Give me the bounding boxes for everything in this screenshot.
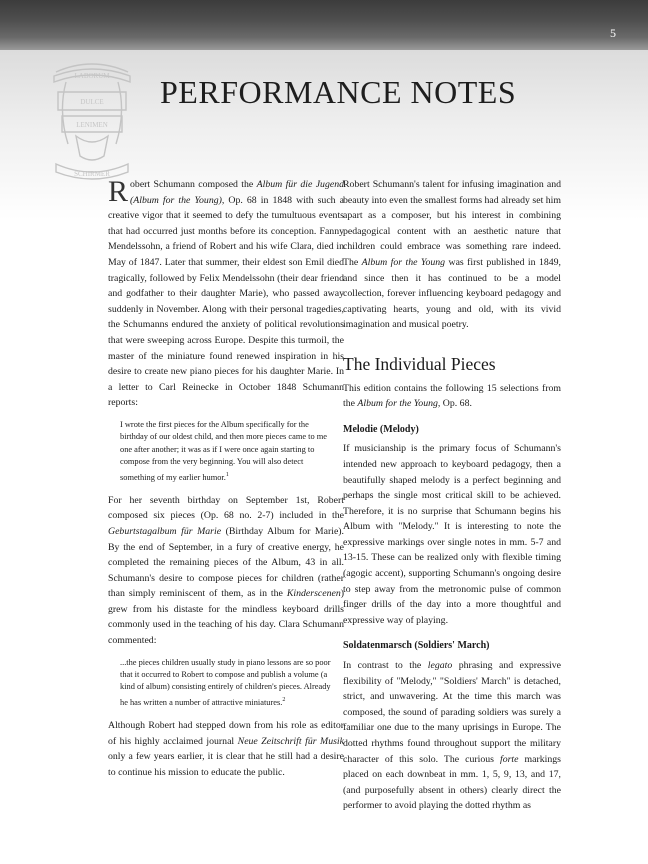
subheading-soldatenmarsch: Soldatenmarsch (Soldiers' March) [343,640,490,652]
paragraph-soldatenmarsch: In contrast to the legato phrasing and expressive flexibility of "Melody," "Soldiers' March" is detached, strict, and unwavering. At the time this march was composed, the sound of parading soldiers was surely a familiar one due to the many uprisings in Europe. The dotted rhythms found throughout support the military character of this solo. The curious forte markings placed on each downbeat in mm. 1, 5, 9, 13, and 17, (and purposefully absent in others) clearly direct the performer to avoid playing the dotted rhythm as [343,660,561,812]
crest-motto-mid1: DULCE [80,98,104,106]
left-column [108,177,344,788]
crest-motto-bottom: SCHIRMER [74,170,110,178]
drop-cap: R [108,175,129,208]
paragraph-melodie: If musicianship is the primary focus of Schumann's intended new approach to keyboard pedagogy, then a beautifully shaped melody is a perfect beginning and perhaps the single most critical skill to be achieved. Therefore, it is no surprise that Schumann begins his Album with "Melody." It is interesting to note the expressive markings over single notes in mm. 5-7 and 13-15. These can be realized only with flexible timing (agogic accent), supporting Schumann's ongoing desire to step away from the metronomic pulse of common finger drills of the day into a more thoughtful and expressive way of playing. [343,443,561,626]
crest-motto-mid2: LENIMEN [76,121,108,129]
paragraph-talent: Robert Schumann's talent for infusing imagination and beauty into even the smallest forms had already set him apart as a composer, but his interest in combining pedagogical content with an aesthetic nature that children could embrace was something rare indeed. The Album for the Young was first published in 1849, and since then it has continued to be a model collection, forever influencing keyboard pedagogy and captivating hearts, young and old, with its vivid imagination and musical poetry. [343,179,561,331]
paragraph-birthday: For her seventh birthday on September 1st, Robert composed six pieces (Op. 68 no. 2-7) included in the Geburtstagalbum für Marie (Birthday Album for Marie). By the end of September, in a fury of creative energy, he completed the remaining pieces of the Album, 43 in all. Schumann's desire to compose pieces for children (rather than simply reminiscent of them, as in the Kinderscenen) grew from his distaste for the mindless keyboard drills commonly used in the teaching of his day. Clara Schumann commented: [108,494,345,647]
page-number: 5 [610,26,616,40]
quote-schumann: I wrote the first pieces for the Album specifically for the birthday of our oldest child, and then more pieces came to me one after another; it was as if I were once again starting to compose from the very beginning. You will also detect something of my earlier humor.$^1$ [120,419,327,482]
right-column [343,177,561,822]
paragraph-editor: Although Robert had stepped down from his role as editor of his highly acclaimed journal Neue Zeitschrift für Musik only a few years earlier, it is clear that he still had a desire to continue his mission to educate the public. [108,720,344,778]
publisher-crest-icon [46,52,138,192]
crest-motto-top: LABORUM [74,72,110,80]
subheading-melodie: Melodie (Melody) [343,423,419,435]
quote-clara: ...the pieces children usually study in piano lessons are so poor that it occurred to Robert to compose and publish a volume (a kind of album) consisting entirely of children's pieces. Already he has written a number of attractive miniatures.$^2$ [120,657,331,707]
paragraph-edition: This edition contains the following 15 selections from the Album for the Young, Op. 68. [343,382,561,410]
section-heading: The Individual Pieces [343,353,496,374]
header-bar [0,0,648,50]
paragraph-intro: Robert Schumann composed the Album für die Jugend (Album for the Young), Op. 68 in 1848 with such a creative vigor that it seemed to defy the tumultuous events that had occurred just months before its conception. Fanny Mendelssohn, a friend of Robert and his wife Clara, died in May of 1847. Later that summer, their eldest son Emil died tragically, followed by Felix Mendelssohn (their dear friend and godfather to their daughter Marie), who passed away suddenly in November. Along with their personal tragedies, the Schumanns endured the anxiety of political revolutions that were sweeping across Europe. Despite this turmoil, the master of the miniature found renewed inspiration in his desire to create new piano pieces for his daughter Marie. In a letter to Carl Reinecke in October 1848 Schumann reports: [108,175,344,409]
page-title: PERFORMANCE NOTES [160,74,517,110]
